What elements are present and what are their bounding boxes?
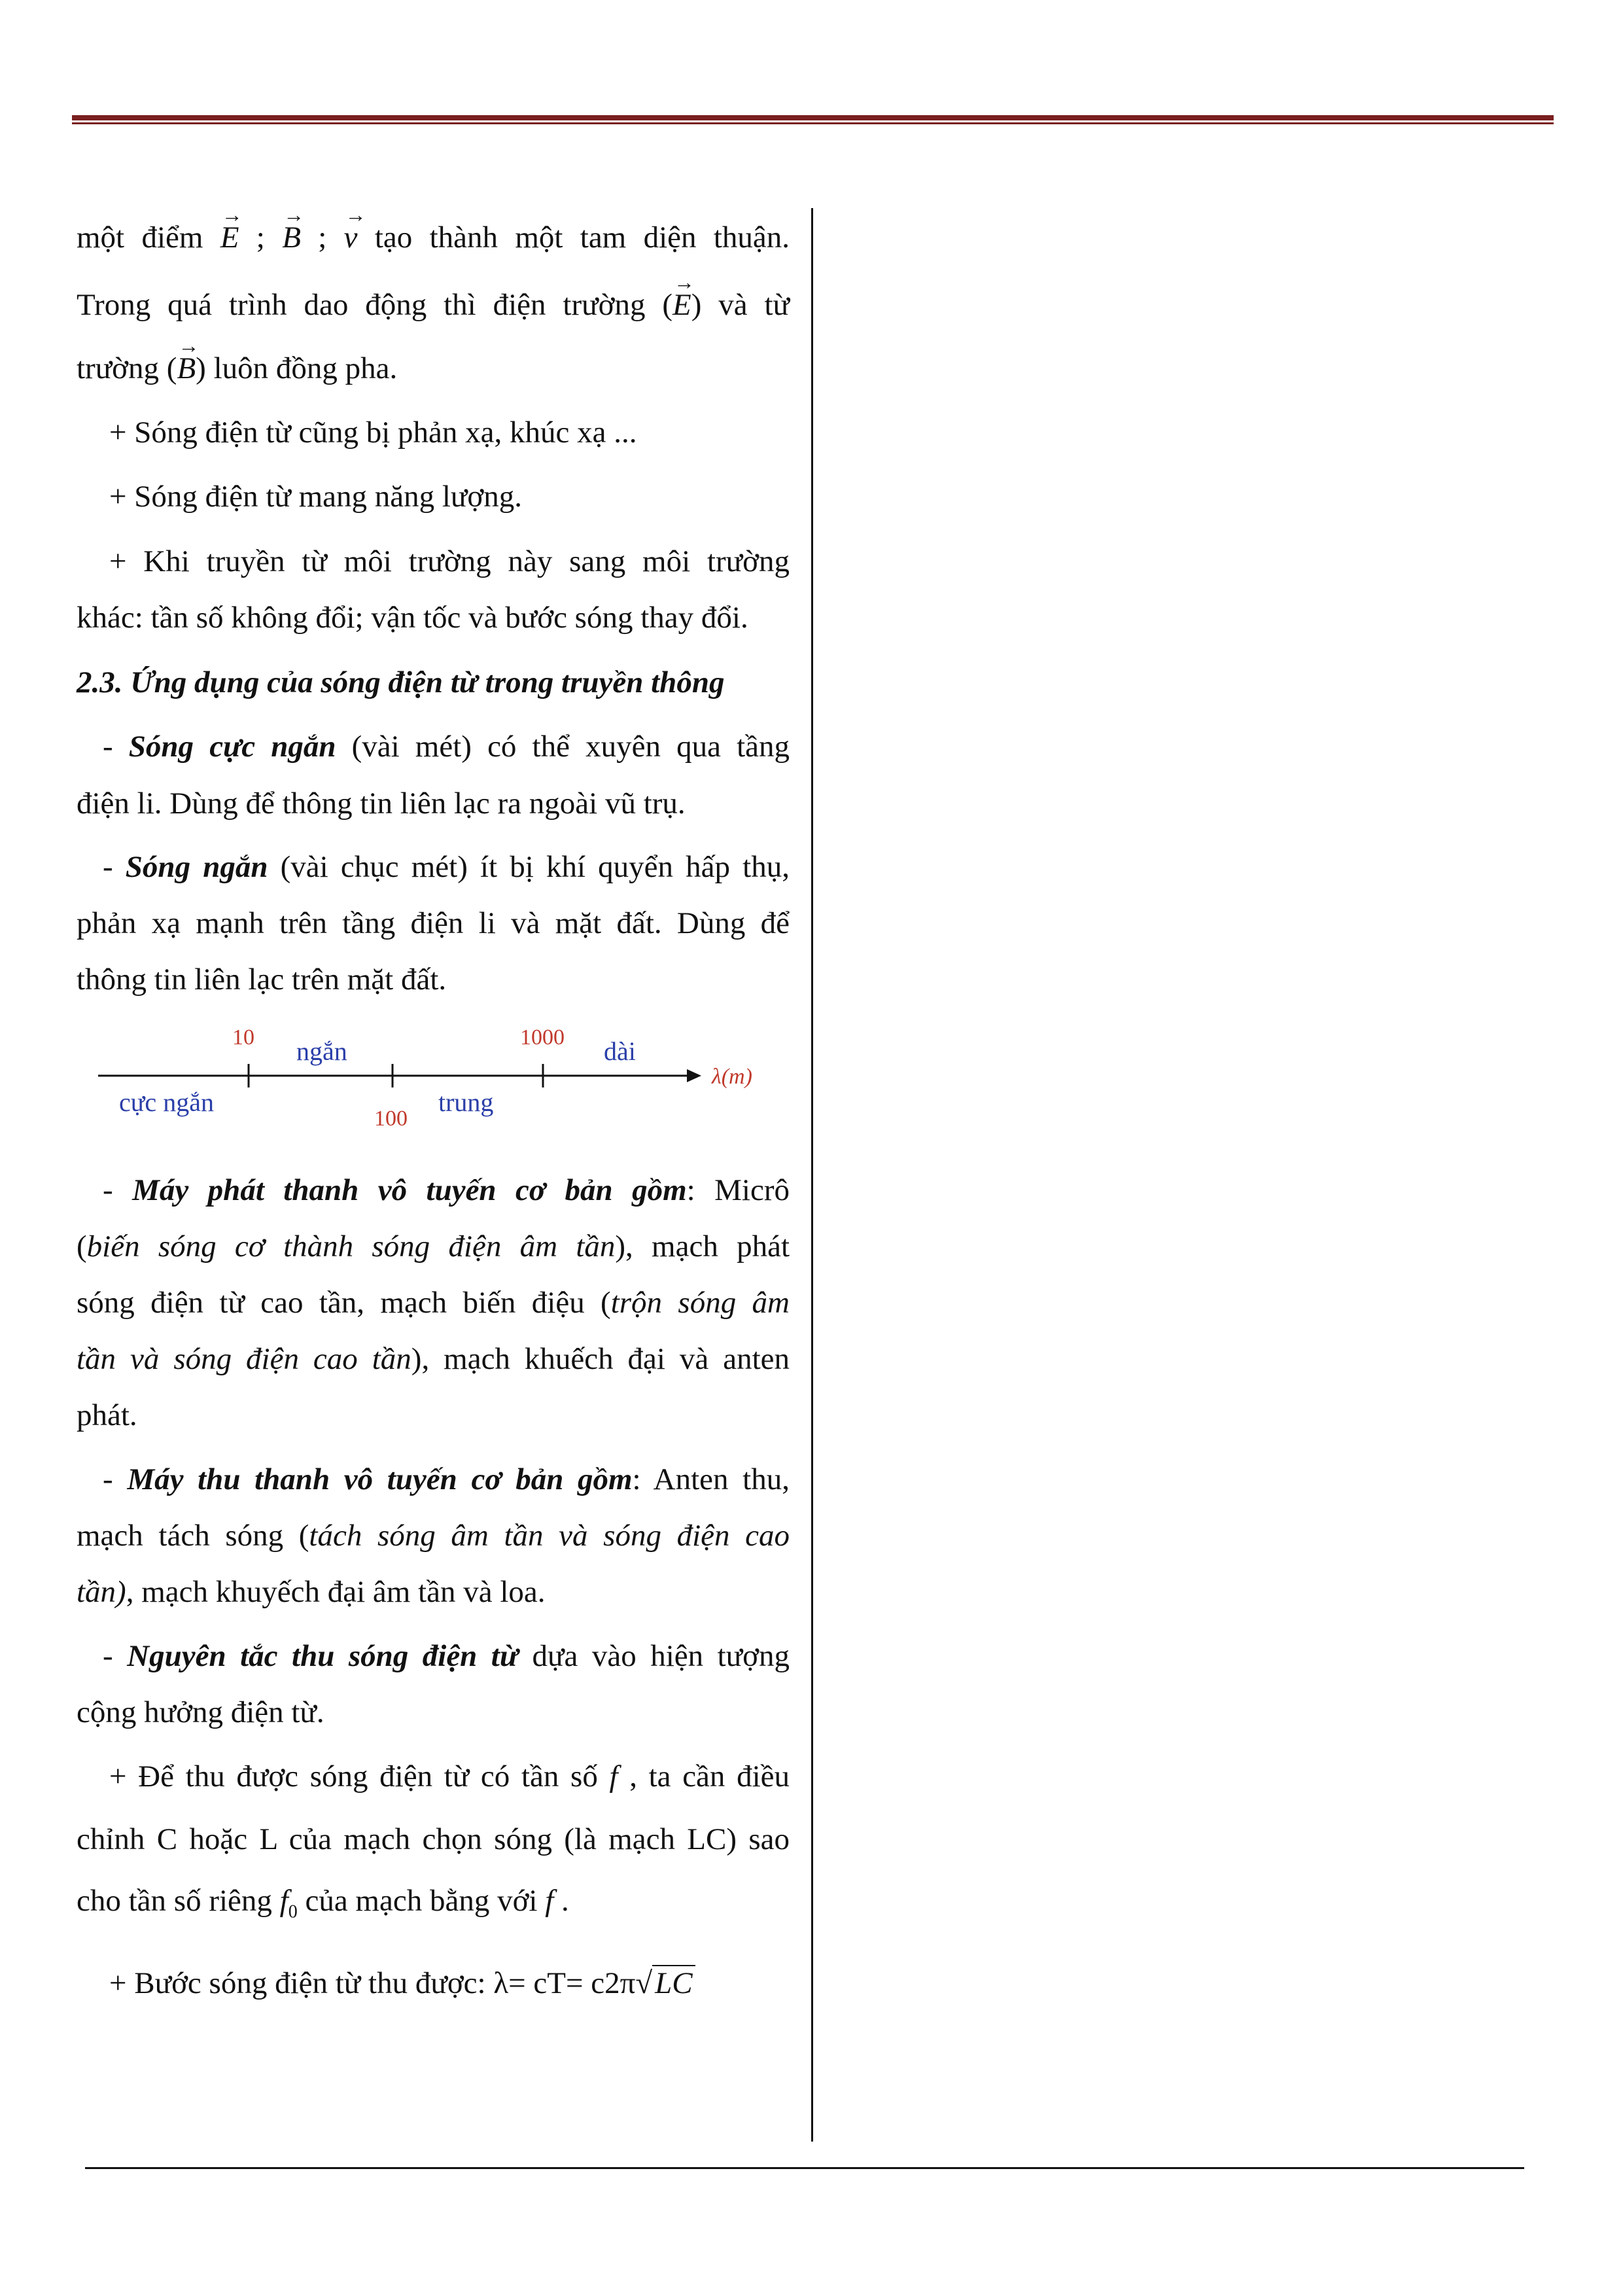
p7-line5: phát. <box>77 1398 137 1432</box>
p5-line2: điện li. Dùng để thông tin liên lạc ra ngoài vũ trụ. <box>77 786 686 821</box>
p6-line1: - Sóng ngắn (vài chục mét) ít bị khí quyển hấp thụ, <box>103 850 790 884</box>
p3: + Sóng điện từ mang năng lượng. <box>109 480 523 514</box>
p2: + Sóng điện từ cũng bị phản xạ, khúc xạ ... <box>109 415 637 450</box>
p1-line3: trường (→ B) luôn đồng pha. <box>77 351 397 386</box>
band-label-medium: trung <box>438 1087 494 1117</box>
p8-line1: - Máy thu thanh vô tuyến cơ bản gồm: Anten thu, <box>103 1462 790 1496</box>
p1-line1: một điểm → E ; → B ; → v tạo thành một tam diện thuận. <box>77 220 790 255</box>
tick-label-10: 10 <box>232 1025 254 1050</box>
p10-line1: + Để thu được sóng điện từ có tần số f , ta cần điều <box>109 1759 790 1793</box>
p4-line2: khác: tần số không đổi; vận tốc và bước sóng thay đổi. <box>77 601 748 635</box>
tick-label-1000: 1000 <box>520 1025 565 1050</box>
p7-line1: - Máy phát thanh vô tuyến cơ bản gồm: Micrô <box>103 1173 790 1207</box>
p11: + Bước sóng điện từ thu được: λ= cT= c2π√LC <box>109 1966 695 2001</box>
axis-arrowhead <box>687 1069 701 1082</box>
p5-line1: - Sóng cực ngắn (vài mét) có thể xuyên qua tầng <box>103 730 790 764</box>
sqrt-symbol: √LC <box>635 1966 695 2001</box>
tick-label-100: 100 <box>374 1106 408 1131</box>
p6-line2: phản xạ mạnh trên tầng điện li và mặt đất. Dùng để <box>77 906 790 940</box>
p10-line3: cho tần số riêng $f_0$ của mạch bằng với f . <box>77 1884 569 1922</box>
p9-line1: - Nguyên tắc thu sóng điện từ dựa vào hiện tượng <box>103 1639 790 1673</box>
column-divider <box>811 208 813 2142</box>
p8-line3: tần), mạch khuyếch đại âm tần và loa. <box>77 1575 546 1609</box>
p7-line2: (biến sóng cơ thành sóng điện âm tần), mạch phát <box>77 1229 790 1263</box>
p6-line3: thông tin liên lạc trên mặt đất. <box>77 963 447 997</box>
p4-line1: + Khi truyền từ môi trường này sang môi trường <box>109 544 790 578</box>
header-rule-thin <box>72 122 1554 124</box>
p7-line4: tần và sóng điện cao tần), mạch khuếch đại và anten <box>77 1342 790 1376</box>
section-heading: 2.3. Ứng dụng của sóng điện từ trong truyền thông <box>77 665 725 699</box>
band-label-short: ngắn <box>296 1036 347 1066</box>
header-rule-thick <box>72 115 1554 120</box>
p9-line2: cộng hưởng điện từ. <box>77 1695 324 1729</box>
footer-rule <box>85 2167 1524 2169</box>
p7-line3: sóng điện từ cao tần, mạch biến điệu (trộn sóng âm <box>77 1286 790 1320</box>
wavelength-band-diagram <box>92 1013 785 1144</box>
p8-line2: mạch tách sóng (tách sóng âm tần và sóng điện cao <box>77 1519 790 1553</box>
band-label-long: dài <box>604 1036 636 1066</box>
axis-unit-label: λ(m) <box>712 1065 752 1089</box>
band-label-ultrashort: cực ngắn <box>119 1087 214 1117</box>
p10-line2: chỉnh C hoặc L của mạch chọn sóng (là mạch LC) sao <box>77 1822 790 1856</box>
p1-line2: Trong quá trình dao động thì điện trường (→ E) và từ <box>77 287 790 323</box>
